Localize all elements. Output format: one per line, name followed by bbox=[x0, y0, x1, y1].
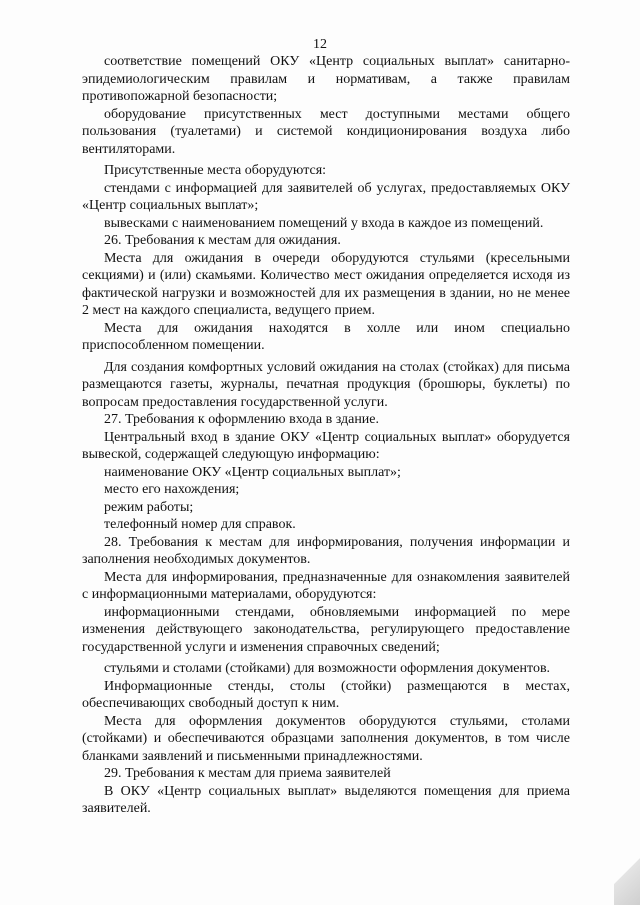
list-item: телефонный номер для справок. bbox=[104, 517, 296, 532]
paragraph: Для создания комфортных условий ожидания на столах (стойках) для письма размещаются газеты, журналы, печатная продукция (брошюры, буклеты) по вопросам предоставления государственной услуги. bbox=[82, 359, 570, 410]
list-item: место его нахождения; bbox=[104, 482, 240, 497]
paragraph: соответствие помещений ОКУ «Центр социальных выплат» санитарно-эпидемиологическим правилам и нормативам, а также правилам противопожарной безопасности; bbox=[82, 54, 570, 104]
paragraph: В ОКУ «Центр социальных выплат» выделяются помещения для приема заявителей. bbox=[82, 783, 570, 816]
paragraph: Информационные стенды, столы (стойки) размещаются в местах, обеспечивающих свободный доступ к ним. bbox=[82, 678, 570, 711]
paragraph: Места для оформления документов оборудуются стульями, столами (стойками) и обеспечиваются образцами заполнения документов, в том числе бланками заявлений и письменными принадлежностями. bbox=[82, 713, 570, 764]
section-heading: 29. Требования к местам для приема заявителей bbox=[104, 766, 391, 781]
list-item: стульями и столами (стойками) для возможности оформления документов. bbox=[104, 661, 551, 676]
paragraph: стендами с информацией для заявителей об услугах, предоставляемых ОКУ «Центр социальных выплат»; bbox=[82, 180, 570, 213]
paragraph: Присутственные места оборудуются: bbox=[104, 163, 327, 178]
list-item: наименование ОКУ «Центр социальных выплат»; bbox=[104, 464, 401, 480]
paragraph: Места для ожидания в очереди оборудуются стульями (кресельными секциями) и (или) скамьями. Количество мест ожидания определяется исходя из фактической нагрузки и возможностей для их размещения в здании, но не менее 2 мест на каждого специалиста, ведущего прием. bbox=[82, 250, 570, 318]
paragraph: Места для информирования, предназначенные для ознакомления заявителей с информационными материалами, оборудуются: bbox=[82, 569, 570, 602]
section-heading: 27. Требования к оформлению входа в здание. bbox=[104, 412, 380, 427]
section-heading: 28. Требования к местам для информирования, получения информации и заполнения необходимых документов. bbox=[82, 534, 570, 567]
paragraph: Места для ожидания находятся в холле или ином специально приспособленном помещении. bbox=[82, 320, 570, 353]
list-item: информационными стендами, обновляемыми информацией по мере изменения действующего законодательства, регулирующего предоставление государственной услуги и изменения справочных сведений; bbox=[82, 604, 570, 655]
list-item: режим работы; bbox=[104, 499, 194, 515]
paragraph: Центральный вход в здание ОКУ «Центр социальных выплат» оборудуется вывеской, содержащей следующую информацию: bbox=[82, 429, 570, 462]
paragraph: вывесками с наименованием помещений у входа в каждое из помещений. bbox=[104, 215, 544, 231]
scan-edge-shadow bbox=[614, 845, 640, 905]
document-body bbox=[82, 53, 570, 818]
paragraph: оборудование присутственных мест доступными местами общего пользования (туалетами) и системой кондиционирования воздуха либо вентиляторами. bbox=[82, 106, 570, 157]
page-number: 12 bbox=[313, 37, 327, 52]
section-heading: 26. Требования к местам для ожидания. bbox=[104, 233, 341, 248]
